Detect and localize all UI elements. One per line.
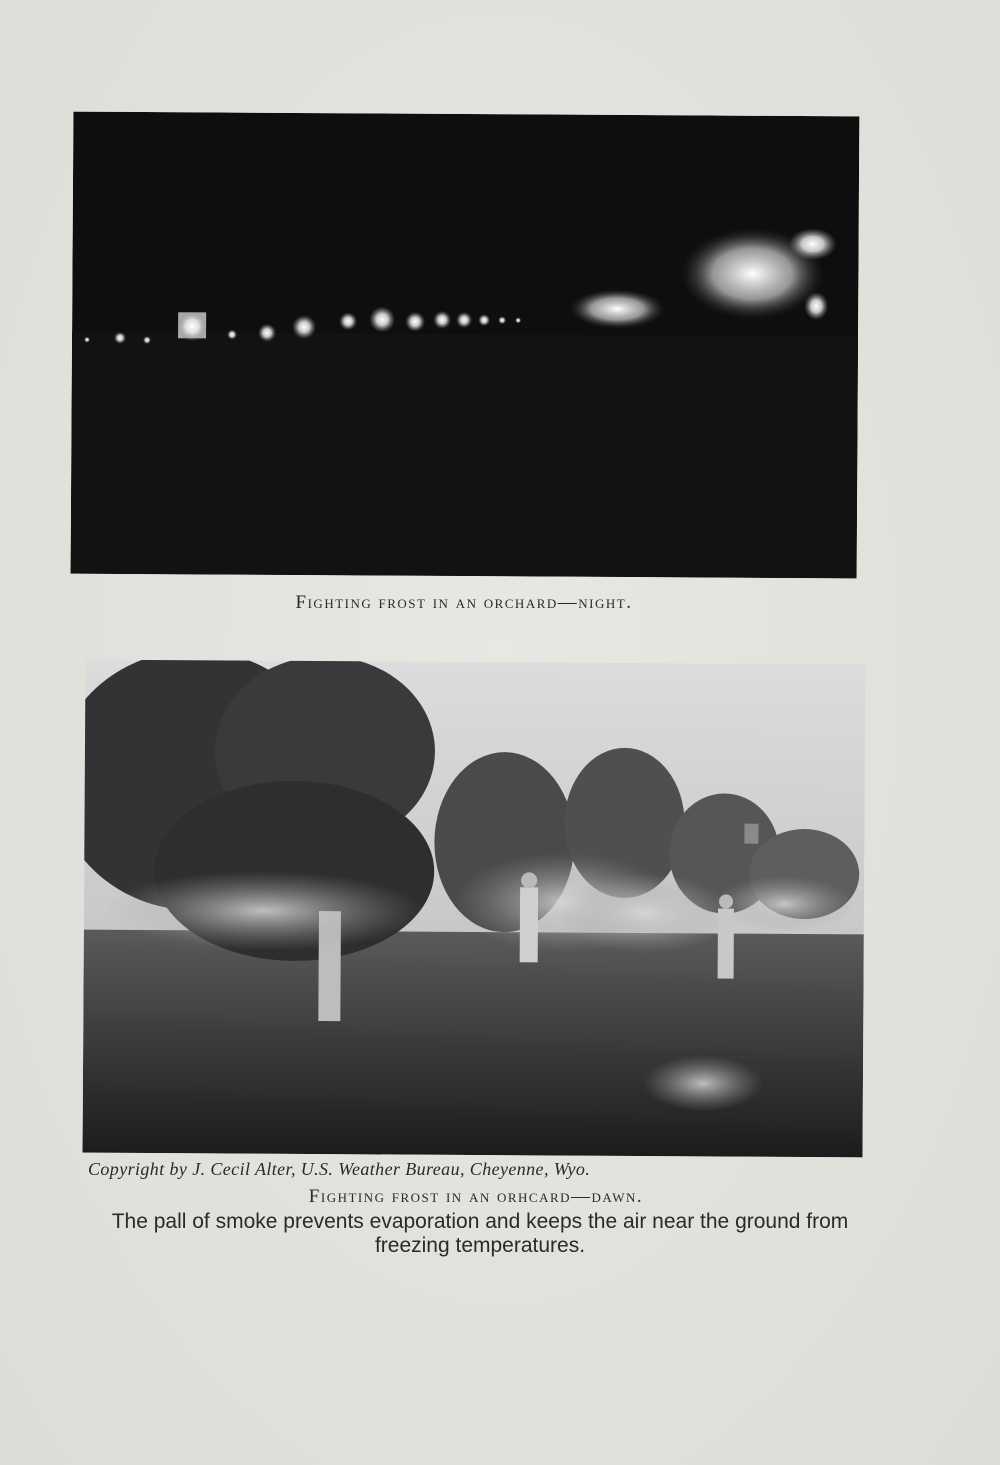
- photo-credit: Copyright by J. Cecil Alter, U.S. Weather Bureau, Cheyenne, Wyo.: [88, 1159, 591, 1179]
- dawn-orchard-photo: [83, 660, 866, 1158]
- night-orchard-photo: [71, 112, 860, 579]
- dawn-photo-caption: Fighting frost in an orhcard—dawn.: [308, 1186, 644, 1207]
- night-photo-caption: Fighting frost in an orchard—night.: [295, 592, 633, 613]
- dawn-photo-description: The pall of smoke prevents evaporation and keeps the air near the ground from freezing temperatures.: [111, 1210, 849, 1257]
